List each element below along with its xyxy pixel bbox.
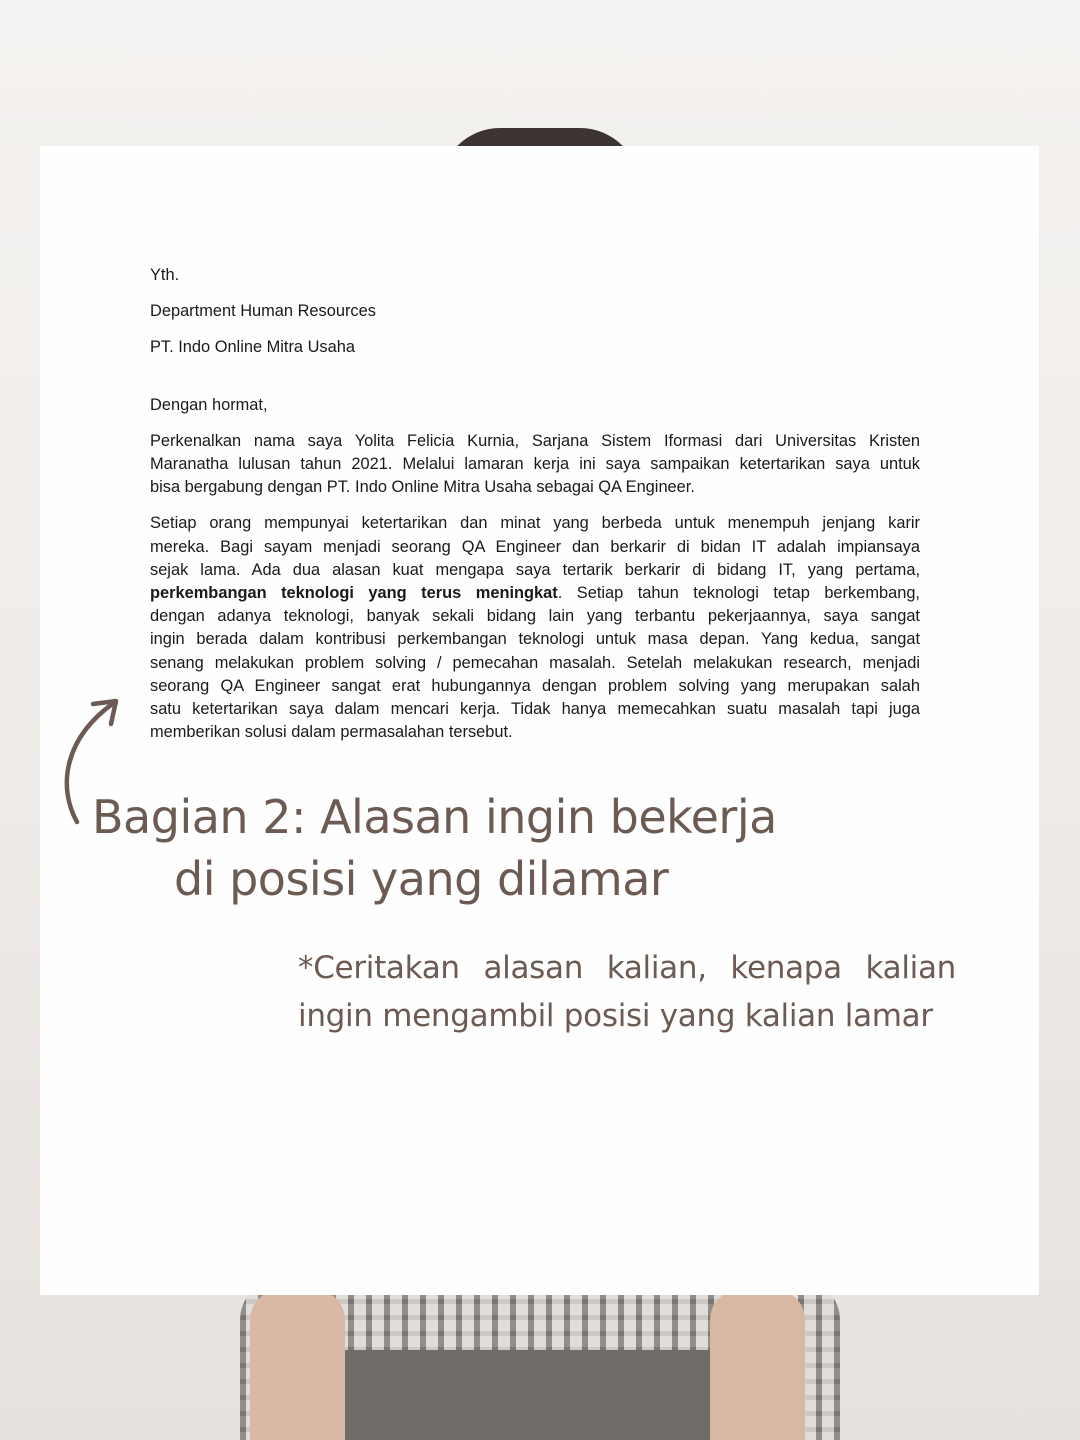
paragraph-line: mereka. Bagi sayam menjadi seorang QA Engineer dan berkarir di bidan IT adalah impiansaya bbox=[150, 537, 920, 556]
paragraph-line: dengan adanya teknologi, banyak sekali bidang lain yang terbantu pekerjaannya, saya sangat bbox=[150, 607, 920, 626]
paragraph-line-emphasis bbox=[150, 582, 920, 605]
paragraph-line: ingin berada dalam kontribusi perkembangan teknologi untuk masa depan. Yang kedua, sangat bbox=[150, 630, 920, 649]
address-line: Yth. bbox=[150, 266, 180, 284]
paragraph-line: bisa bergabung dengan PT. Indo Online Mitra Usaha sebagai QA Engineer. bbox=[150, 478, 695, 497]
paragraph-line: Setiap orang mempunyai ketertarikan dan minat yang berbeda untuk menempuh jenjang karir bbox=[150, 514, 920, 533]
annotation-note-line: ingin mengambil posisi yang kalian lamar bbox=[298, 998, 933, 1034]
address-block bbox=[150, 264, 920, 360]
paragraph-reasons bbox=[150, 512, 920, 744]
person-right-arm bbox=[710, 1290, 805, 1440]
bold-phrase: perkembangan teknologi yang terus meningkat bbox=[150, 584, 558, 603]
annotation-title-line: Bagian 2: Alasan ingin bekerja bbox=[92, 790, 777, 844]
annotation-note bbox=[298, 944, 956, 1040]
annotation-title-line: di posisi yang dilamar bbox=[174, 852, 669, 906]
paragraph-line: memberikan solusi dalam permasalahan tersebut. bbox=[150, 723, 513, 742]
annotation-note-line: *Ceritakan alasan kalian, kenapa kalian bbox=[298, 950, 956, 986]
paragraph-introduction bbox=[150, 430, 920, 500]
cover-letter bbox=[150, 264, 920, 757]
person-skirt bbox=[345, 1350, 710, 1440]
paragraph-line: Perkenalkan nama saya Yolita Felicia Kurnia, Sarjana Sistem Iformasi dari Universitas Kristen bbox=[150, 431, 920, 450]
address-line: PT. Indo Online Mitra Usaha bbox=[150, 338, 355, 357]
paragraph-line: senang melakukan problem solving / pemecahan masalah. Setelah melakukan research, menjadi bbox=[150, 653, 920, 672]
paragraph-line: seorang QA Engineer sangat erat hubungannya dengan problem solving yang merupakan salah bbox=[150, 676, 920, 695]
letter-paper bbox=[40, 146, 1039, 1295]
address-line: Department Human Resources bbox=[150, 302, 376, 321]
line-rest: . Setiap tahun teknologi tetap berkembang, bbox=[557, 584, 920, 603]
paragraph-line: sejak lama. Ada dua alasan kuat mengapa saya tertarik berkarir di bidang IT, yang pertama, bbox=[150, 560, 920, 579]
person-left-arm bbox=[250, 1290, 345, 1440]
greeting: Dengan hormat, bbox=[150, 395, 268, 414]
annotation-title bbox=[92, 786, 777, 910]
paragraph-line: satu ketertarikan saya dalam mencari kerja. Tidak hanya memecahkan suatu masalah tapi juga bbox=[150, 700, 920, 719]
paragraph-line: Maranatha lulusan tahun 2021. Melalui lamaran kerja ini saya sampaikan ketertarikan saya untuk bbox=[150, 455, 920, 474]
